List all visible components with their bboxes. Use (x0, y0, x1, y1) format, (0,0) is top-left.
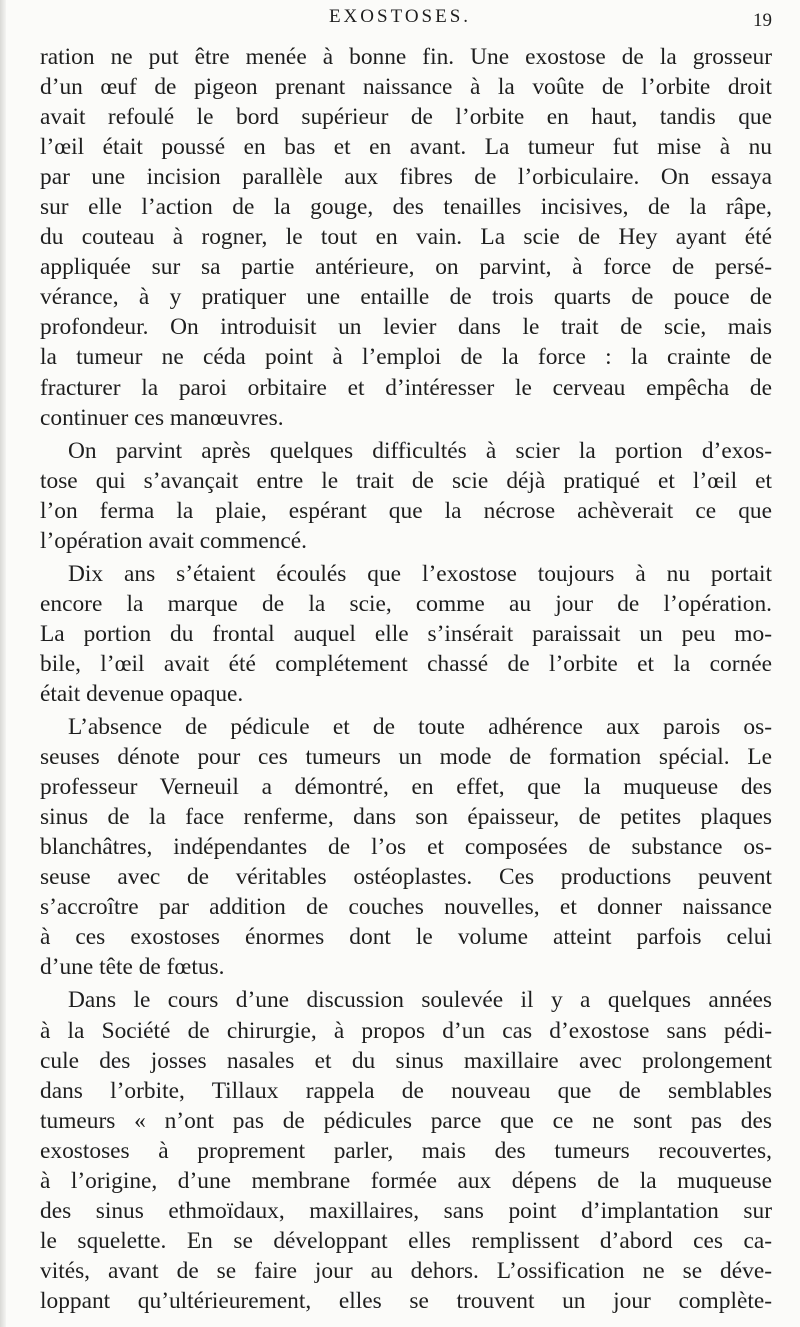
text-line: fracturer la paroi orbitaire et d’intéresser le cerveau empêcha de (40, 374, 772, 401)
text-line: Dans le cours d’une discussion soulevée il y a quelques années (68, 987, 772, 1014)
text-line: l’opération avait commencé. (40, 527, 307, 554)
text-line: à l’origine, d’une membrane formée aux dépens de la muqueuse (40, 1167, 772, 1194)
text-line: le squelette. En se développant elles remplissent d’abord ces ca- (40, 1227, 772, 1254)
text-line: s’accroître par addition de couches nouvelles, et donner naissance (40, 894, 772, 921)
text-line: d’une tête de fœtus. (40, 954, 225, 981)
text-line: appliquée sur sa partie antérieure, on parvint, à force de persé- (40, 254, 772, 281)
text-line: tose qui s’avançait entre le trait de scie déjà pratiqué et l’œil et (40, 467, 772, 494)
text-line: encore la marque de la scie, comme au jour de l’opération. (40, 590, 772, 617)
running-head: EXOSTOSES. (328, 6, 472, 27)
text-line: par une incision parallèle aux fibres de l’orbiculaire. On essaya (40, 164, 772, 191)
text-line: exostoses à proprement parler, mais des tumeurs recouvertes, (40, 1137, 772, 1164)
page-header (0, 4, 800, 34)
text-line: La portion du frontal auquel elle s’insérait paraissait un peu mo- (40, 620, 772, 647)
page-number: 19 (753, 10, 772, 31)
text-line: loppant qu’ultérieurement, elles se trouvent un jour complète- (40, 1287, 772, 1314)
text-line: des sinus ethmoïdaux, maxillaires, sans point d’implantation sur (40, 1197, 772, 1224)
text-line: dans l’orbite, Tillaux rappela de nouveau que de semblables (40, 1077, 772, 1104)
text-line: d’un œuf de pigeon prenant naissance à la voûte de l’orbite droit (40, 74, 772, 101)
text-line: profondeur. On introduisit un levier dans le trait de scie, mais (40, 314, 772, 341)
text-line: continuer ces manœuvres. (40, 404, 284, 431)
page-binding-edge (0, 0, 6, 1327)
text-line: cule des josses nasales et du sinus maxillaire avec prolongement (40, 1047, 772, 1074)
text-line: ration ne put être menée à bonne fin. Une exostose de la grosseur (40, 44, 772, 70)
paragraph (40, 712, 772, 982)
text-line: bile, l’œil avait été complétement chassé de l’orbite et la cornée (40, 650, 772, 677)
text-line: blanchâtres, indépendantes de l’os et composées de substance os- (40, 834, 772, 861)
text-line: du couteau à rogner, le tout en vain. La scie de Hey ayant été (40, 224, 772, 251)
text-line: L’absence de pédicule et de toute adhérence aux parois os- (68, 714, 772, 741)
text-line: était devenue opaque. (40, 680, 244, 707)
body-text (40, 42, 772, 1316)
text-line: seuses dénote pour ces tumeurs un mode de formation spécial. Le (40, 744, 772, 771)
text-line: vérance, à y pratiquer une entaille de trois quarts de pouce de (40, 284, 772, 311)
text-line: l’œil était poussé en bas et en avant. La tumeur fut mise à nu (40, 134, 772, 161)
text-line: la tumeur ne céda point à l’emploi de la force : la crainte de (40, 344, 772, 371)
paragraph (40, 436, 772, 556)
text-line: professeur Verneuil a démontré, en effet, que la muqueuse des (40, 774, 772, 801)
text-line: l’on ferma la plaie, espérant que la nécrose achèverait ce que (40, 497, 772, 524)
text-line: à la Société de chirurgie, à propos d’un cas d’exostose sans pédi- (40, 1017, 772, 1044)
text-line: tumeurs « n’ont pas de pédicules parce que ce ne sont pas des (40, 1107, 772, 1134)
text-line: On parvint après quelques difficultés à scier la portion d’exos- (68, 437, 772, 464)
text-line: Dix ans s’étaient écoulés que l’exostose toujours à nu portait (68, 560, 772, 587)
text-line: seuse avec de véritables ostéoplastes. Ces productions peuvent (40, 864, 772, 891)
text-line: avait refoulé le bord supérieur de l’orbite en haut, tandis que (40, 104, 772, 131)
paragraph (40, 985, 772, 1316)
text-line: sinus de la face renferme, dans son épaisseur, de petites plaques (40, 804, 772, 831)
text-line: sur elle l’action de la gouge, des tenailles incisives, de la râpe, (40, 194, 772, 221)
paragraph (40, 42, 772, 433)
text-line: à ces exostoses énormes dont le volume atteint parfois celui (40, 924, 772, 951)
text-line: vités, avant de se faire jour au dehors. L’ossification ne se déve- (40, 1257, 772, 1284)
paragraph (40, 559, 772, 709)
